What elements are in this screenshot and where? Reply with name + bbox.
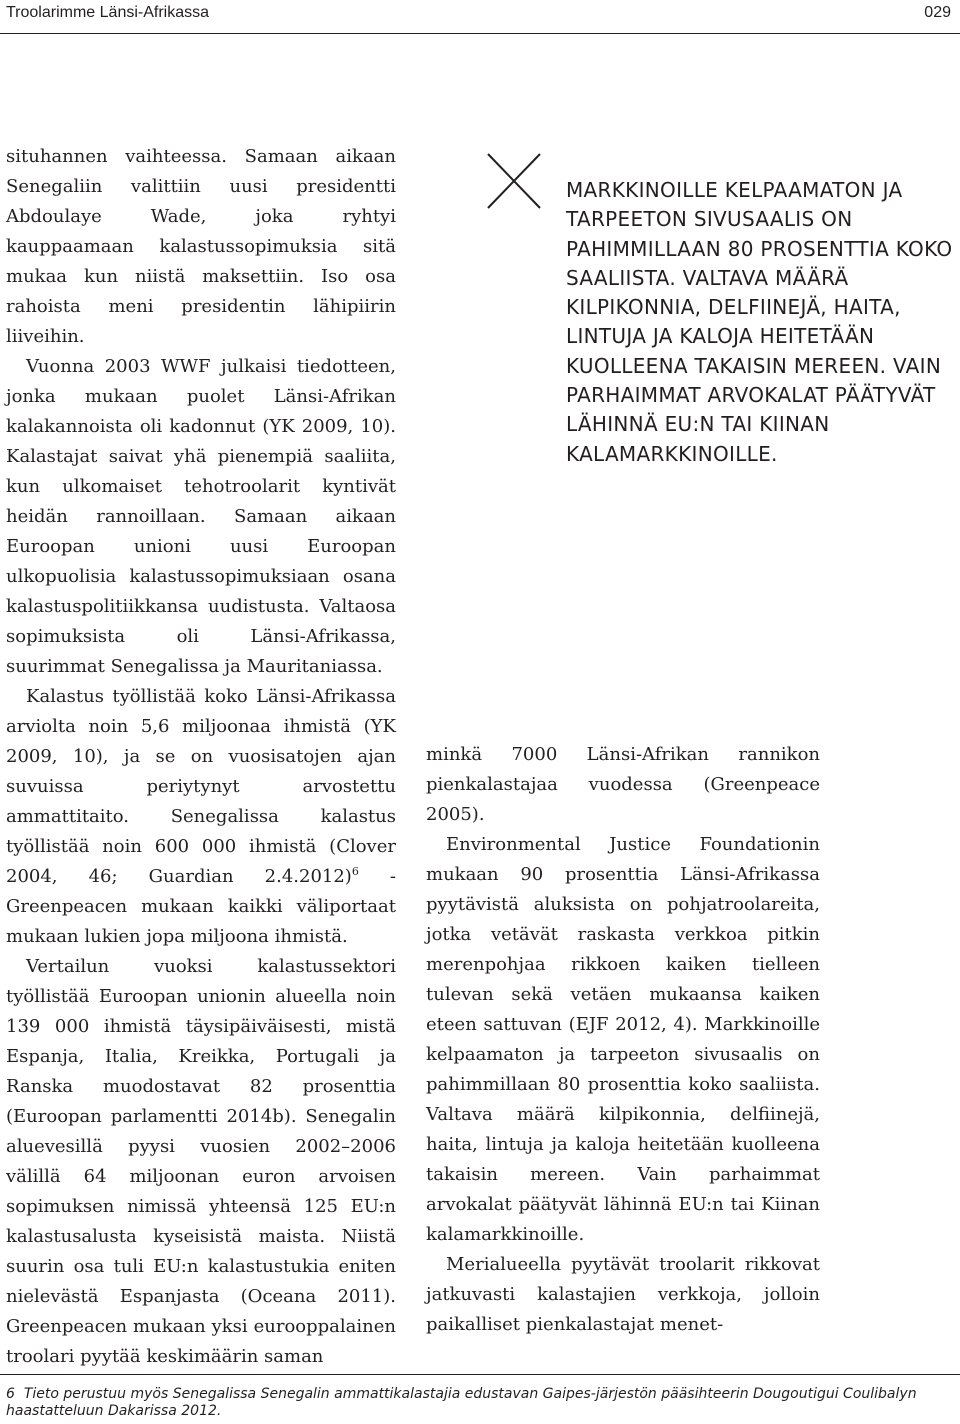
footnote — [6, 1386, 956, 1420]
right-column — [426, 740, 820, 1340]
footnote-rule — [0, 1374, 960, 1375]
header-rule — [0, 33, 960, 34]
paragraph-7: Merialueella pyytävät troolarit rikkovat jatkuvasti kalastajien verkkoja, jolloin paikalliset pienkalastajat menet- — [426, 1254, 820, 1335]
pull-quote: MARKKINOILLE KELPAAMATON JA TARPEETON SIVUSAALIS ON PAHIMMILLAAN 80 PROSENTTIA KOKO SAALIISTA. VALTAVA MÄÄRÄ KILPIKONNIA, DELFIINEJÄ, HAITA, LINTUJA JA KALOJA HEITETÄÄN KUOLLEENA TAKAISIN MEREEN. VAIN PARHAIMMAT ARVOKALAT PÄÄTYVÄT LÄHINNÄ EU:N TAI KIINAN KALAMARKKINOILLE. — [566, 178, 953, 466]
cross-mark-icon — [486, 152, 542, 210]
left-column — [6, 142, 396, 1372]
paragraph-3-text-a: Kalastus työllistää koko Länsi-Afrikassa arviolta noin 5,6 miljoonaa ihmistä (YK 2009, 10), ja se on vuosisatojen ajan suvuissa periytynyt arvostettu ammattitaito. Senegalissa kalastus työllistää noin 600 000 ihmistä (Clover 2004, 46; Guardian 2.4.2012) — [6, 686, 396, 887]
paragraph-2: Vuonna 2003 WWF julkaisi tiedotteen, jonka mukaan puolet Länsi-Afrikan kalakannoista oli kadonnut (YK 2009, 10). Kalastajat saivat yhä pienempiä saaliita, kun ulkomaiset tehotroolarit kyntivät heidän rannoillaan. Samaan aikaan Euroopan unioni uusi Euroopan ulkopuolisia kalastussopimuksiaan osana kalastuspolitiikkansa uudistusta. Valtaosa sopimuksista oli Länsi-Afrikassa, suurimmat Senegalissa ja Mauritaniassa. — [6, 356, 396, 677]
footnote-number: 6 — [6, 1386, 15, 1402]
paragraph-3 — [6, 682, 396, 952]
paragraph-5: minkä 7000 Länsi-Afrikan rannikon pienkalastajaa vuodessa (Greenpeace 2005). — [426, 744, 820, 825]
paragraph-1: situhannen vaihteessa. Samaan aikaan Senegaliin valittiin uusi presidentti Abdoulaye Wade, joka ryhtyi kauppaamaan kalastussopimuksia sitä mukaa kun niistä maksettiin. Iso osa rahoista meni presidentin lähipiirin liiveihin. — [6, 146, 396, 347]
footnote-marker: 6 — [351, 865, 359, 878]
running-header: Troolarimme Länsi-Afrikassa — [6, 4, 210, 21]
footnote-text: Tieto perustuu myös Senegalissa Senegalin ammattikalastajia edustavan Gaipes-järjestön pääsihteerin Dougoutigui Coulibalyn haastatteluun Dakarissa 2012. — [6, 1386, 917, 1419]
paragraph-3-text-b: - Greenpeacen mukaan kaikki väliportaat mukaan lukien jopa miljoona ihmistä. — [6, 866, 396, 947]
paragraph-4: Vertailun vuoksi kalastussektori työllistää Euroopan unionin alueella noin 139 000 ihmistä täysipäiväisesti, mistä Espanja, Italia, Kreikka, Portugali ja Ranska muodostavat 82 prosenttia (Euroopan parlamentti 2014b). Senegalin aluevesillä pyysi vuosien 2002–2006 välillä 64 miljoonan euron arvoisen sopimuksen nimissä yhteensä 125 EU:n kalastusalusta kyseisistä maista. Niistä suurin osa tuli EU:n kalastustukia eniten nielevästä Espanjasta (Oceana 2011). Greenpeacen mukaan yksi eurooppalainen troolari pyytää keskimäärin saman — [6, 956, 396, 1367]
page-number: 029 — [924, 4, 951, 21]
paragraph-6: Environmental Justice Foundationin mukaan 90 prosenttia Länsi-Afrikassa pyytävistä aluksista on pohjatroolareita, jotka vetävät raskasta verkkoa pitkin merenpohjaa rikkoen kaiken tielleen tulevan sekä vetäen mukaansa kaiken eteen sattuvan (EJF 2012, 4). Markkinoille kelpaamaton ja tarpeeton sivusaalis on pahimmillaan 80 prosenttia koko saaliista. Valtava määrä kilpikonnia, delfiinejä, haita, lintuja ja kaloja heitetään kuolleena takaisin mereen. Vain parhaimmat arvokalat päätyvät lähinnä EU:n tai Kiinan kalamarkkinoille. — [426, 834, 820, 1245]
